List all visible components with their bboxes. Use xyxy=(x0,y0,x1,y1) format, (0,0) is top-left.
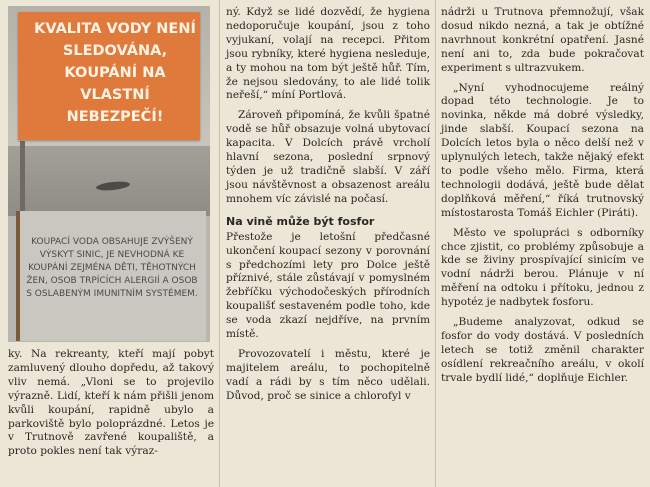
warning-sign-text: KVALITA VODY NENÍ SLEDOVÁNA, KOUPÁNÍ NA VLASTNÍ NEBEZPEČÍ! xyxy=(34,21,196,125)
article-column-right xyxy=(441,6,644,392)
paragraph: „Nyní vyhodnocujeme reálný dopad této technologie. Je to novinka, někde má dobré výsledky, jinde slabší. Koupací sezona na Dolcích letos byla o něco delší než v uplynulých letech, takže nějaký efekt to podle všeho mělo. Firma, která technologii dodává, ještě bude dělat doplňková měření,“ říká trutnovský místostarosta Tomáš Eichler (Piráti). xyxy=(441,81,644,219)
paragraph: Provozovatelí i městu, které je majitelem areálu, to pochopitelně vadí a rádi by s tím něco udělali. Důvod, proč se sinice a chlorofyl v xyxy=(226,347,430,402)
paragraph: ky. Na rekreanty, kteří mají pobyt zamluvený dlouho dopředu, až takový vliv nemá. „Vloni se to projevilo výrazně. Lidí, kteří k nám přišli jenom kvůli koupání, rapidně ubylo a parkoviště bylo poloprázdné. Letos je v Trutnově zavřené koupaliště, a proto pokles není tak výraz- xyxy=(8,348,214,458)
paragraph: Přestože je letošní předčasné ukončení koupací sezony v porovnání s předchozími lety pro Dolce ještě příznivé, stále zůstávají v pomyslném žebříčku východočeských přírodních koupališť sestaveném podle toho, kde se voda zkazí nejdříve, na prvním místě. xyxy=(226,230,430,341)
article-column-left xyxy=(8,348,214,465)
photo-wall xyxy=(8,146,210,216)
paragraph: ný. Když se lidé dozvědí, že hygiena nedoporučuje koupání, jsou z toho vyjukaní, volají na recepci. Přitom jsou rybníky, které hygiena nesleduje, a ty mohou na tom být ještě hůř. Tím, že nejsou sledovány, to ale lidé tolik neřeší,“ míní Portlová. xyxy=(226,6,430,102)
paragraph: Město ve spolupráci s odborníky chce zjistit, co problémy způsobuje a kde se živiny prospívající sinicím ve vodní nádrži berou. Plánuje v ní měření na odtoku i přítoku, jednou z hypotéz je nadbytek fosforu. xyxy=(441,226,644,309)
paragraph: Zároveň připomíná, že kvůli špatné vodě se hůř obsazuje volná ubytovací kapacita. V Dolcích právě vrcholí hlavní sezona, poslední srpnový týden je už tradičně slabší. V září jsou návštěvnost a obsazenost areálu mnohem víc závislé na počasí. xyxy=(226,109,430,205)
warning-sign xyxy=(18,12,200,140)
paragraph: nádrži u Trutnova přemnožují, však dosud nikdo nezná, a tak je obtížné navrhnout konkrétní opatření. Jasné není ani to, zda bude pokračovat experiment s ultrazvukem. xyxy=(441,6,644,74)
notice-poster-text: KOUPACÍ VODA OBSAHUJE ZVÝŠENÝ VÝSKYT SINIC, JE NEVHODNÁ KE KOUPÁNÍ ZEJMÉNA DĚTI, TĚHOTNÝCH ŽEN, OSOB TRPÍCÍCH ALERGIÍ A OSOB S OSLABENÝM IMUNITNÍM SYSTÉMEM. xyxy=(26,237,198,299)
column-rule xyxy=(435,0,436,487)
paragraph: „Budeme analyzovat, odkud se fosfor do vody dostává. V posledních letech se totiž změnil charakter osídlení rekreačního areálu, v okolí trvale bydlí lidé,“ doplňuje Eichler. xyxy=(441,316,644,384)
article-column-middle xyxy=(226,6,430,410)
article-photo xyxy=(8,6,210,342)
column-rule xyxy=(219,0,220,487)
subheading: Na vině může být fosfor xyxy=(226,214,375,228)
